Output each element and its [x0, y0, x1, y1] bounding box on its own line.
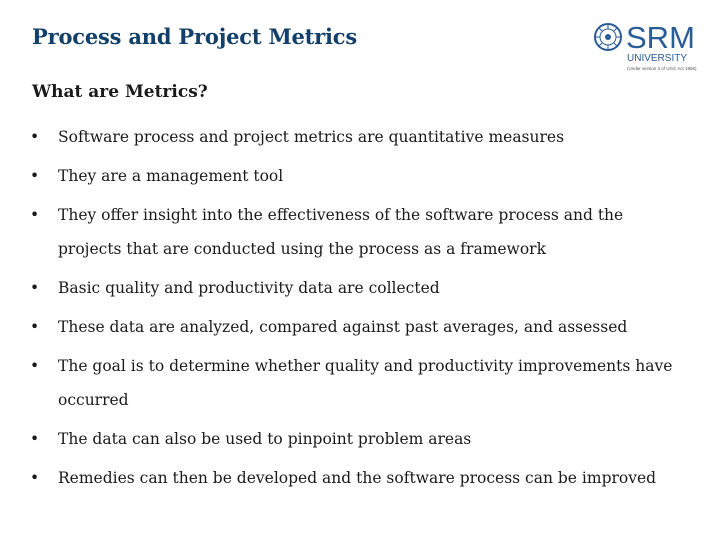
list-item: [30, 349, 690, 417]
bullet-icon: •: [30, 279, 40, 297]
list-item: [30, 159, 690, 193]
srm-seal-icon: [590, 18, 702, 74]
bullet-text: These data are analyzed, compared against past averages, and assessed: [58, 318, 628, 336]
bullet-icon: •: [30, 318, 40, 336]
list-item: [30, 120, 690, 154]
logo-brand-text: SRM: [626, 20, 695, 55]
bullet-list: [30, 120, 690, 500]
logo-tagline: (Under section 3 of UGC Act 1956): [627, 66, 697, 71]
list-item: [30, 198, 690, 266]
bullet-text: The data can also be used to pinpoint problem areas: [58, 430, 472, 448]
list-item: [30, 310, 690, 344]
list-item: [30, 461, 690, 495]
bullet-icon: •: [30, 357, 40, 375]
bullet-text: Software process and project metrics are quantitative measures: [58, 128, 565, 146]
logo-sub-text: UNIVERSITY: [627, 53, 688, 64]
bullet-text: Remedies can then be developed and the software process can be improved: [58, 469, 657, 487]
bullet-text: Basic quality and productivity data are collected: [58, 279, 440, 297]
list-item: [30, 271, 690, 305]
bullet-text: The goal is to determine whether quality and productivity improvements have occurred: [58, 357, 673, 409]
bullet-icon: •: [30, 469, 40, 487]
bullet-icon: •: [30, 167, 40, 185]
bullet-icon: •: [30, 206, 40, 224]
bullet-icon: •: [30, 128, 40, 146]
bullet-text: They offer insight into the effectiveness of the software process and the projects that are conducted using the process as a framework: [58, 206, 624, 258]
srm-university-logo: [590, 18, 702, 74]
list-item: [30, 422, 690, 456]
bullet-icon: •: [30, 430, 40, 448]
section-heading: What are Metrics?: [32, 82, 208, 102]
slide-title: Process and Project Metrics: [32, 24, 358, 49]
bullet-text: They are a management tool: [58, 167, 284, 185]
